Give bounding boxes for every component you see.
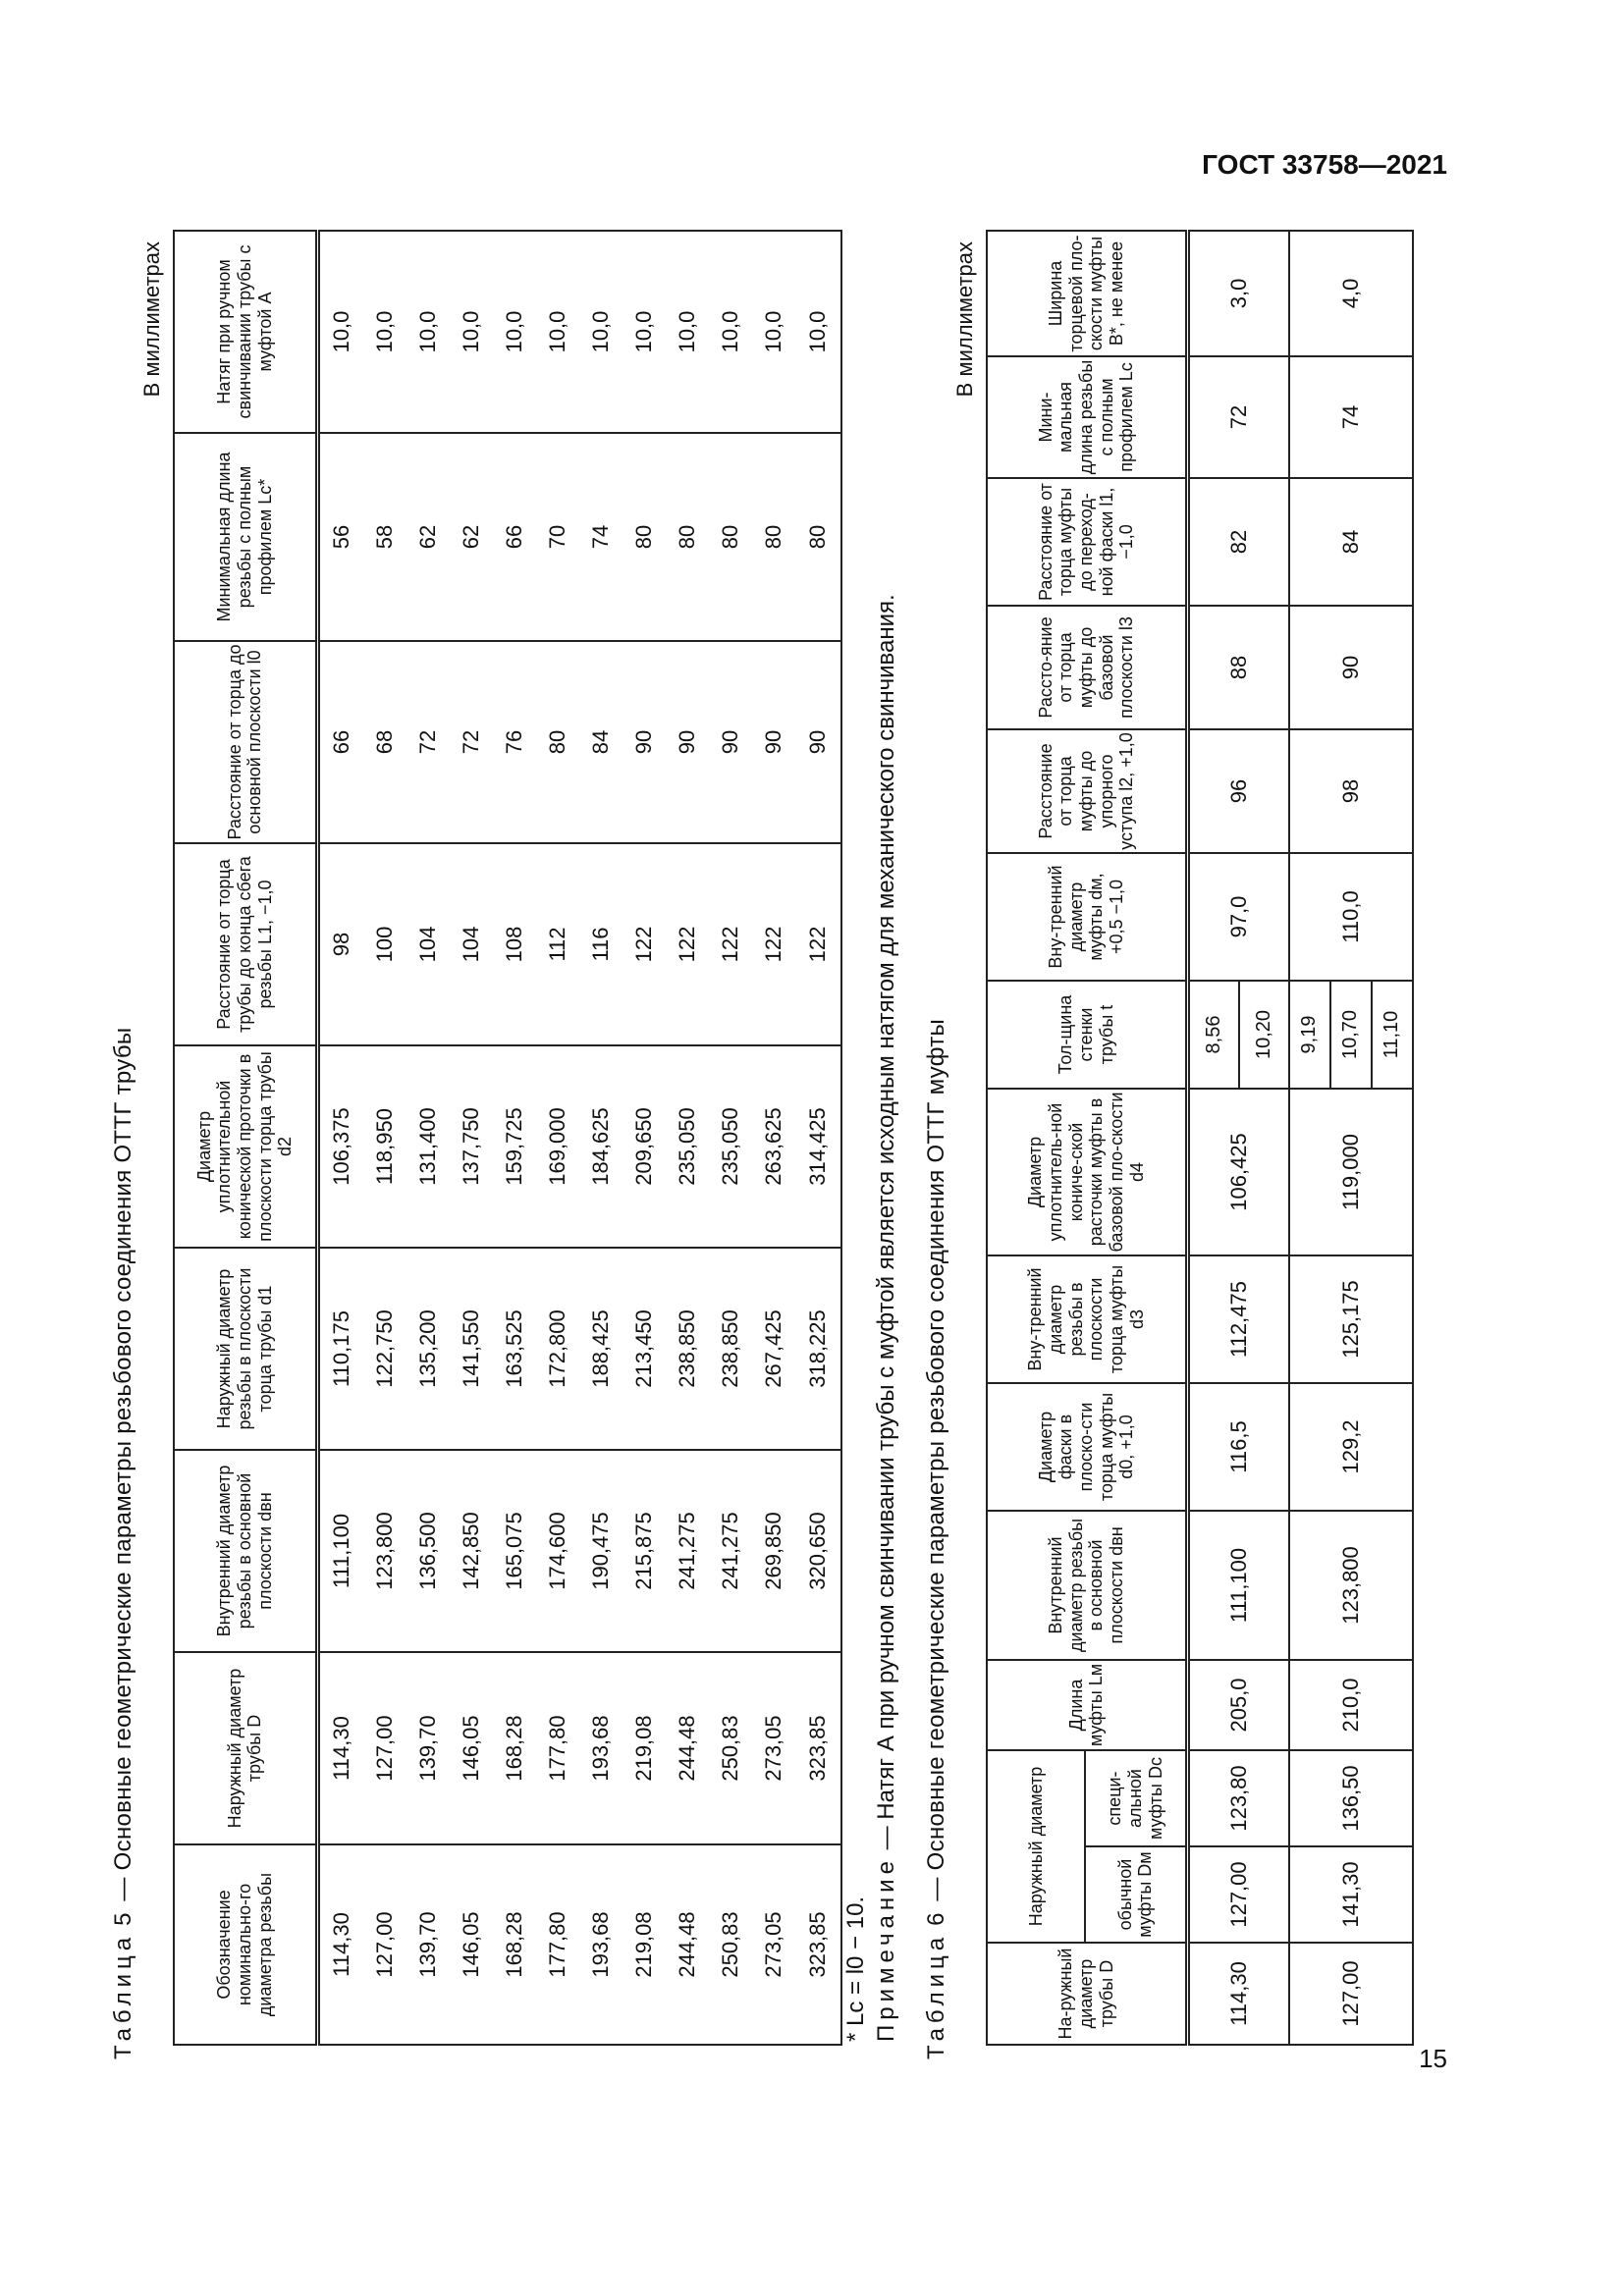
t5-cell: 10,0 xyxy=(579,231,623,433)
t5-cell: 80 xyxy=(752,433,795,641)
t5-cell: 127,00 xyxy=(363,1652,406,1844)
t5-cell: 136,500 xyxy=(406,1450,450,1652)
t5-cell: 177,80 xyxy=(536,1844,579,2045)
t6-cell-t: 9,19 xyxy=(1289,981,1330,1089)
table6-caption-number: 6 xyxy=(923,1907,949,1926)
t5-cell: 213,450 xyxy=(623,1248,666,1450)
t6-cell: 141,30 xyxy=(1289,1846,1413,1943)
t5-cell: 80 xyxy=(536,641,579,843)
t5-cell: 122 xyxy=(795,843,841,1045)
t5-header-nominal: Обозначение номинально-го диаметра резьбы xyxy=(174,1844,317,2045)
t5-cell: 10,0 xyxy=(536,231,579,433)
t5-cell: 219,08 xyxy=(623,1844,666,2045)
table5-row xyxy=(795,231,841,2045)
t6-cell: 119,000 xyxy=(1289,1089,1413,1255)
t5-header-A: Натяг при ручном свинчивании трубы с муфтой А xyxy=(174,231,317,433)
t5-cell: 72 xyxy=(450,641,493,843)
t6-cell: 114,30 xyxy=(1187,1943,1289,2045)
table5-row xyxy=(536,231,579,2045)
table6-row-2 xyxy=(1289,231,1330,2045)
t5-cell: 56 xyxy=(317,433,363,641)
t5-cell: 10,0 xyxy=(363,231,406,433)
table5-header-row xyxy=(174,231,317,2045)
t6-header-d3: Вну-тренний диаметр резьбы в плоскости торца муфты d3 xyxy=(987,1255,1187,1383)
t5-header-l0: Расстояние от торца до основной плоскости l0 xyxy=(174,641,317,843)
table6-row-1 xyxy=(1187,231,1239,2045)
t6-cell: 82 xyxy=(1187,478,1289,606)
t5-cell: 172,800 xyxy=(536,1248,579,1450)
table5-notes xyxy=(840,236,901,2042)
t5-cell: 135,200 xyxy=(406,1248,450,1450)
t5-cell: 235,050 xyxy=(666,1045,709,1248)
table6-caption xyxy=(923,1019,950,2059)
t5-header-d1: Наружный диаметр резьбы в плоскости торца трубы d1 xyxy=(174,1248,317,1450)
t5-cell: 273,05 xyxy=(752,1652,795,1844)
table5-caption-prefix: Таблица xyxy=(110,1932,136,2059)
t5-cell: 318,225 xyxy=(795,1248,841,1450)
t5-cell: 163,525 xyxy=(493,1248,536,1450)
table5-footnote: * Lc = l0 − 10. xyxy=(842,1896,869,2042)
t6-cell: 112,475 xyxy=(1187,1255,1289,1383)
t5-cell: 244,48 xyxy=(666,1652,709,1844)
t6-cell-t: 10,20 xyxy=(1239,981,1289,1089)
t5-cell: 168,28 xyxy=(493,1844,536,2045)
table6-caption-text: — Основные геометрические параметры резьбового соединения ОТТГ муфты xyxy=(923,1018,949,1908)
t5-cell: 10,0 xyxy=(709,231,752,433)
t5-cell: 122 xyxy=(623,843,666,1045)
t5-cell: 241,275 xyxy=(709,1450,752,1652)
t5-cell: 90 xyxy=(795,641,841,843)
t5-cell: 273,05 xyxy=(752,1844,795,2045)
t5-cell: 159,725 xyxy=(493,1045,536,1248)
t6-header-d0: Диаметр фаски в плоско-сти торца муфты d0, +1,0 xyxy=(987,1383,1187,1511)
document-code: ГОСТ 33758—2021 xyxy=(1202,149,1447,180)
table5-note-text: — Натяг А при ручном свинчивании трубы с муфтой является исходным натягом для механического свинчивания. xyxy=(873,594,900,1857)
table5-body xyxy=(317,231,841,2045)
t5-cell: 323,85 xyxy=(795,1652,841,1844)
table5-caption-text: — Основные геометрические параметры резьбового соединения ОТТГ трубы xyxy=(110,1027,136,1908)
t5-cell: 90 xyxy=(752,641,795,843)
t6-cell: 210,0 xyxy=(1289,1660,1413,1750)
t5-cell: 106,375 xyxy=(317,1045,363,1248)
t6-header-dmin: Вну-тренний диаметр муфты dм, +0,5 −1,0 xyxy=(987,853,1187,981)
table5-row xyxy=(317,231,363,2045)
t6-cell: 127,00 xyxy=(1187,1846,1289,1943)
t6-cell: 123,80 xyxy=(1187,1750,1289,1846)
table5-row xyxy=(709,231,752,2045)
t5-cell: 146,05 xyxy=(450,1844,493,2045)
t5-cell: 66 xyxy=(317,641,363,843)
t5-cell: 112 xyxy=(536,843,579,1045)
t6-header-l2: Расстояние от торца муфты до упорного уступа l2, +1,0 xyxy=(987,729,1187,853)
t5-cell: 118,950 xyxy=(363,1045,406,1248)
table5-note xyxy=(871,236,901,2042)
t5-cell: 98 xyxy=(317,843,363,1045)
t6-cell-t: 8,56 xyxy=(1187,981,1239,1089)
table5 xyxy=(173,230,842,2046)
t6-cell: 136,50 xyxy=(1289,1750,1413,1846)
t6-header-l3: Рассто-яние от торца муфты до базовой плоскости l3 xyxy=(987,606,1187,729)
t5-cell: 114,30 xyxy=(317,1844,363,2045)
t5-cell: 184,625 xyxy=(579,1045,623,1248)
t5-cell: 90 xyxy=(709,641,752,843)
t5-cell: 10,0 xyxy=(317,231,363,433)
t6-cell: 116,5 xyxy=(1187,1383,1289,1511)
t5-cell: 139,70 xyxy=(406,1844,450,2045)
t5-cell: 100 xyxy=(363,843,406,1045)
t5-cell: 193,68 xyxy=(579,1652,623,1844)
table5-row xyxy=(579,231,623,2045)
t5-cell: 190,475 xyxy=(579,1450,623,1652)
t5-header-Lc: Минимальная длина резьбы с полным профилем Lc* xyxy=(174,433,317,641)
t5-header-L1: Расстояние от торца трубы до конца сбега резьбы L1, −1,0 xyxy=(174,843,317,1045)
t6-header-lc: Мини-мальная длина резьбы с полным профилем Lc xyxy=(987,356,1187,478)
t5-cell: 323,85 xyxy=(795,1844,841,2045)
t6-header-pipe-d: На-ружный диаметр трубы D xyxy=(987,1943,1187,2045)
t6-cell: 72 xyxy=(1187,356,1289,478)
t5-cell: 108 xyxy=(493,843,536,1045)
t5-cell: 250,83 xyxy=(709,1844,752,2045)
table5-row xyxy=(493,231,536,2045)
t6-header-outer-group: Наружный диаметр xyxy=(987,1750,1085,1943)
t6-header-dm: обычной муфты Dм xyxy=(1085,1846,1187,1943)
t5-cell: 235,050 xyxy=(709,1045,752,1248)
t5-cell: 110,175 xyxy=(317,1248,363,1450)
t5-cell: 219,08 xyxy=(623,1652,666,1844)
table6-body xyxy=(1187,231,1413,2045)
t5-cell: 111,100 xyxy=(317,1450,363,1652)
t6-cell: 88 xyxy=(1187,606,1289,729)
t5-cell: 104 xyxy=(406,843,450,1045)
t5-cell: 66 xyxy=(493,433,536,641)
t5-cell: 80 xyxy=(795,433,841,641)
table6 xyxy=(986,230,1414,2046)
t5-cell: 90 xyxy=(666,641,709,843)
t5-cell: 238,850 xyxy=(709,1248,752,1450)
t5-cell: 68 xyxy=(363,641,406,843)
t6-header-b: Ширина торцевой пло-скости муфты B*, не менее xyxy=(987,231,1187,356)
t6-header-lm: Длина муфты Lм xyxy=(987,1660,1187,1750)
t6-cell: 125,175 xyxy=(1289,1255,1413,1383)
t5-cell: 238,850 xyxy=(666,1248,709,1450)
t6-cell: 127,00 xyxy=(1289,1943,1413,2045)
t5-cell: 10,0 xyxy=(623,231,666,433)
t6-header-d4: Диаметр уплотнитель-ной кониче-ской расточки муфты в базовой пло-скости d4 xyxy=(987,1089,1187,1255)
t6-cell: 97,0 xyxy=(1187,853,1289,981)
page-number: 15 xyxy=(1419,2044,1447,2073)
t6-header-dvn: Внутренний диаметр резьбы в основной плоскости dвн xyxy=(987,1511,1187,1660)
t5-cell: 122,750 xyxy=(363,1248,406,1450)
t6-cell: 205,0 xyxy=(1187,1660,1289,1750)
table5-caption-number: 5 xyxy=(110,1907,136,1926)
t5-cell: 10,0 xyxy=(450,231,493,433)
t5-cell: 122 xyxy=(666,843,709,1045)
t5-cell: 58 xyxy=(363,433,406,641)
t5-cell: 127,00 xyxy=(363,1844,406,2045)
table6-unit: В миллиметрах xyxy=(952,241,977,398)
t6-cell: 4,0 xyxy=(1289,231,1413,356)
t5-cell: 263,625 xyxy=(752,1045,795,1248)
t6-cell: 129,2 xyxy=(1289,1383,1413,1511)
t5-cell: 104 xyxy=(450,843,493,1045)
table5-note-label: Примечание xyxy=(873,1856,900,2042)
t6-header-t: Тол-щина стенки трубы t xyxy=(987,981,1187,1089)
t5-cell: 84 xyxy=(579,641,623,843)
t5-cell: 10,0 xyxy=(795,231,841,433)
table5-row xyxy=(666,231,709,2045)
t5-cell: 70 xyxy=(536,433,579,641)
t5-cell: 269,850 xyxy=(752,1450,795,1652)
t5-cell: 193,68 xyxy=(579,1844,623,2045)
t5-cell: 76 xyxy=(493,641,536,843)
t6-cell-t: 10,70 xyxy=(1330,981,1372,1089)
t5-cell: 168,28 xyxy=(493,1652,536,1844)
rotated-content xyxy=(102,232,1475,2059)
t5-cell: 80 xyxy=(623,433,666,641)
table6-header-row-1 xyxy=(987,231,1085,2045)
t5-cell: 122 xyxy=(709,843,752,1045)
t5-cell: 90 xyxy=(623,641,666,843)
t5-cell: 188,425 xyxy=(579,1248,623,1450)
t5-cell: 74 xyxy=(579,433,623,641)
t5-cell: 139,70 xyxy=(406,1652,450,1844)
table5-row xyxy=(623,231,666,2045)
t5-cell: 62 xyxy=(406,433,450,641)
t6-header-dc: специ-альной муфты Dc xyxy=(1085,1750,1187,1846)
table5-row xyxy=(406,231,450,2045)
t6-cell: 74 xyxy=(1289,356,1413,478)
t5-cell: 116 xyxy=(579,843,623,1045)
table5-row xyxy=(363,231,406,2045)
t5-cell: 80 xyxy=(709,433,752,641)
t5-cell: 10,0 xyxy=(752,231,795,433)
table5-unit: В миллиметрах xyxy=(139,241,164,398)
t6-cell: 90 xyxy=(1289,606,1413,729)
t5-cell: 320,650 xyxy=(795,1450,841,1652)
t5-cell: 72 xyxy=(406,641,450,843)
t6-cell: 3,0 xyxy=(1187,231,1289,356)
t5-cell: 169,000 xyxy=(536,1045,579,1248)
t6-cell: 123,800 xyxy=(1289,1511,1413,1660)
t5-cell: 165,075 xyxy=(493,1450,536,1652)
t5-cell: 267,425 xyxy=(752,1248,795,1450)
t6-cell: 106,425 xyxy=(1187,1089,1289,1255)
t6-cell: 96 xyxy=(1187,729,1289,853)
table6-caption-prefix: Таблица xyxy=(923,1932,949,2059)
t6-cell: 98 xyxy=(1289,729,1413,853)
table5-row xyxy=(752,231,795,2045)
t5-header-dvn: Внутренний диаметр резьбы в основной плоскости dвн xyxy=(174,1450,317,1652)
t5-cell: 177,80 xyxy=(536,1652,579,1844)
t5-cell: 250,83 xyxy=(709,1652,752,1844)
t5-header-outer-d: Наружный диаметр трубы D xyxy=(174,1652,317,1844)
t5-cell: 80 xyxy=(666,433,709,641)
t5-cell: 244,48 xyxy=(666,1844,709,2045)
t5-cell: 122 xyxy=(752,843,795,1045)
t5-cell: 209,650 xyxy=(623,1045,666,1248)
table5-caption xyxy=(110,1028,137,2059)
t5-header-d2: Диаметр уплотнительной конической проточки в плоскости торца трубы d2 xyxy=(174,1045,317,1248)
t5-cell: 241,275 xyxy=(666,1450,709,1652)
t5-cell: 62 xyxy=(450,433,493,641)
t6-cell: 111,100 xyxy=(1187,1511,1289,1660)
t5-cell: 123,800 xyxy=(363,1450,406,1652)
t5-cell: 137,750 xyxy=(450,1045,493,1248)
t6-cell: 84 xyxy=(1289,478,1413,606)
t5-cell: 142,850 xyxy=(450,1450,493,1652)
t5-cell: 131,400 xyxy=(406,1045,450,1248)
table5-row xyxy=(450,231,493,2045)
t5-cell: 10,0 xyxy=(406,231,450,433)
t6-cell: 110,0 xyxy=(1289,853,1413,981)
t5-cell: 174,600 xyxy=(536,1450,579,1652)
t5-cell: 146,05 xyxy=(450,1652,493,1844)
t5-cell: 215,875 xyxy=(623,1450,666,1652)
t6-cell-t: 11,10 xyxy=(1372,981,1413,1089)
t5-cell: 141,550 xyxy=(450,1248,493,1450)
t6-header-l1: Расстояние от торца муфты до переход-ной фаски l1, −1,0 xyxy=(987,478,1187,606)
t5-cell: 10,0 xyxy=(493,231,536,433)
t5-cell: 10,0 xyxy=(666,231,709,433)
t5-cell: 314,425 xyxy=(795,1045,841,1248)
t5-cell: 114,30 xyxy=(317,1652,363,1844)
